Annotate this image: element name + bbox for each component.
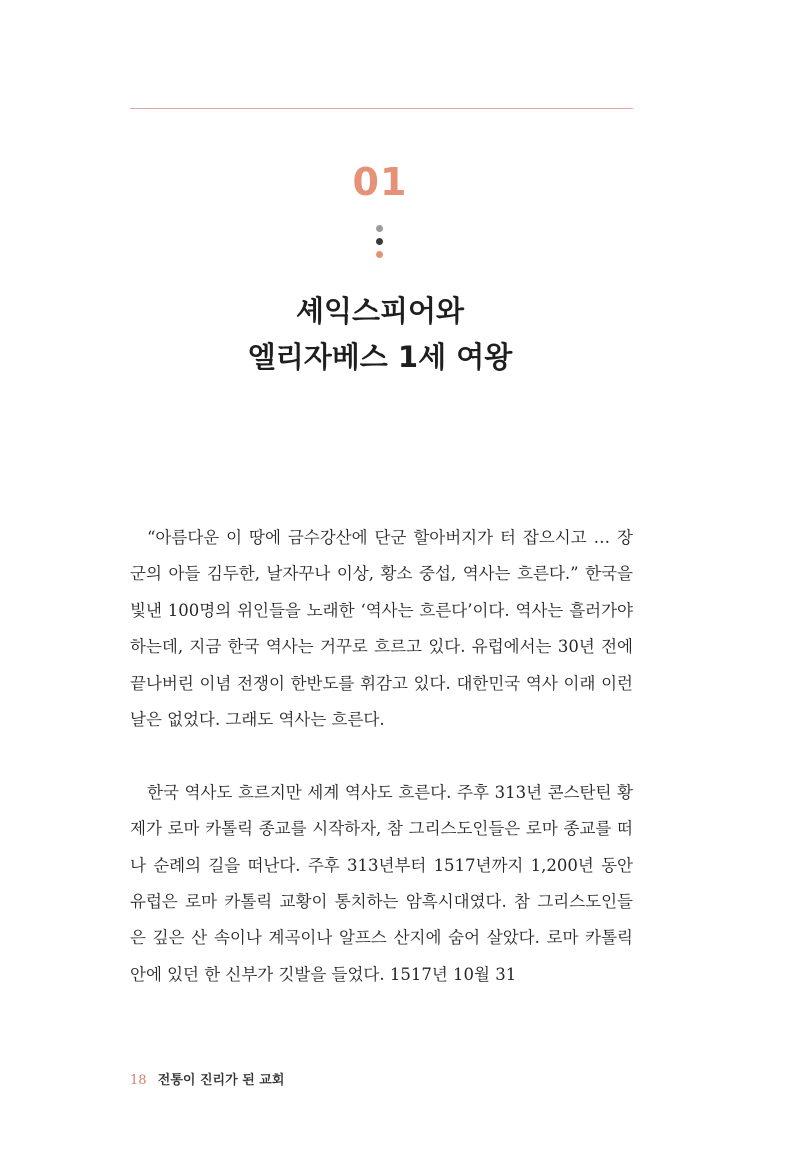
chapter-title-line-1: 셰익스피어와 — [295, 294, 465, 328]
chapter-title — [0, 288, 760, 380]
body-paragraph: “아름다운 이 땅에 금수강산에 단군 할아버지가 터 잡으시고 … 장군의 아들 김두한, 날자꾸나 이상, 황소 중섭, 역사는 흐른다.” 한국을 빛낸 100명의 위인들을 노래한 ‘역사는 흐른다’이다. 역사는 흘러가야 하는데, 지금 한국 역사는 거꾸로 흐르고 있다. 유럽에서는 30년 전에 끝나버린 이념 전쟁이 한반도를 휘감고 있다. 대한민국 역사 이래 이런 날은 없었다. 그래도 역사는 흐른다. — [130, 528, 633, 730]
ornament-dot-accent — [376, 251, 383, 258]
top-rule — [130, 108, 633, 109]
page-footer — [130, 1069, 284, 1088]
chapter-title-line-2: 엘리자베스 1세 여왕 — [247, 340, 513, 374]
ornament-dot-gray — [376, 225, 383, 232]
page-number: 18 — [130, 1073, 147, 1088]
body-paragraph: 한국 역사도 흐르지만 세계 역사도 흐른다. 주후 313년 콘스탄틴 황제가 로마 카톨릭 종교를 시작하자, 참 그리스도인들은 로마 종교를 떠나 순례의 길을 떠난다. 주후 313년부터 1517년까지 1,200년 동안 유럽은 로마 카톨릭 교황이 통치하는 암흑시대였다. 참 그리스도인들은 깊은 산 속이나 계곡이나 알프스 산지에 숨어 살았다. 로마 카톨릭 안에 있던 한 신부가 깃발을 들었다. 1517년 10월 31 — [130, 782, 633, 984]
ornament-dot-dark — [376, 238, 383, 245]
dot-ornament — [376, 225, 384, 264]
chapter-number: 01 — [352, 160, 408, 204]
running-title: 전통이 진리가 된 교회 — [157, 1073, 285, 1088]
body-text — [130, 520, 633, 1030]
